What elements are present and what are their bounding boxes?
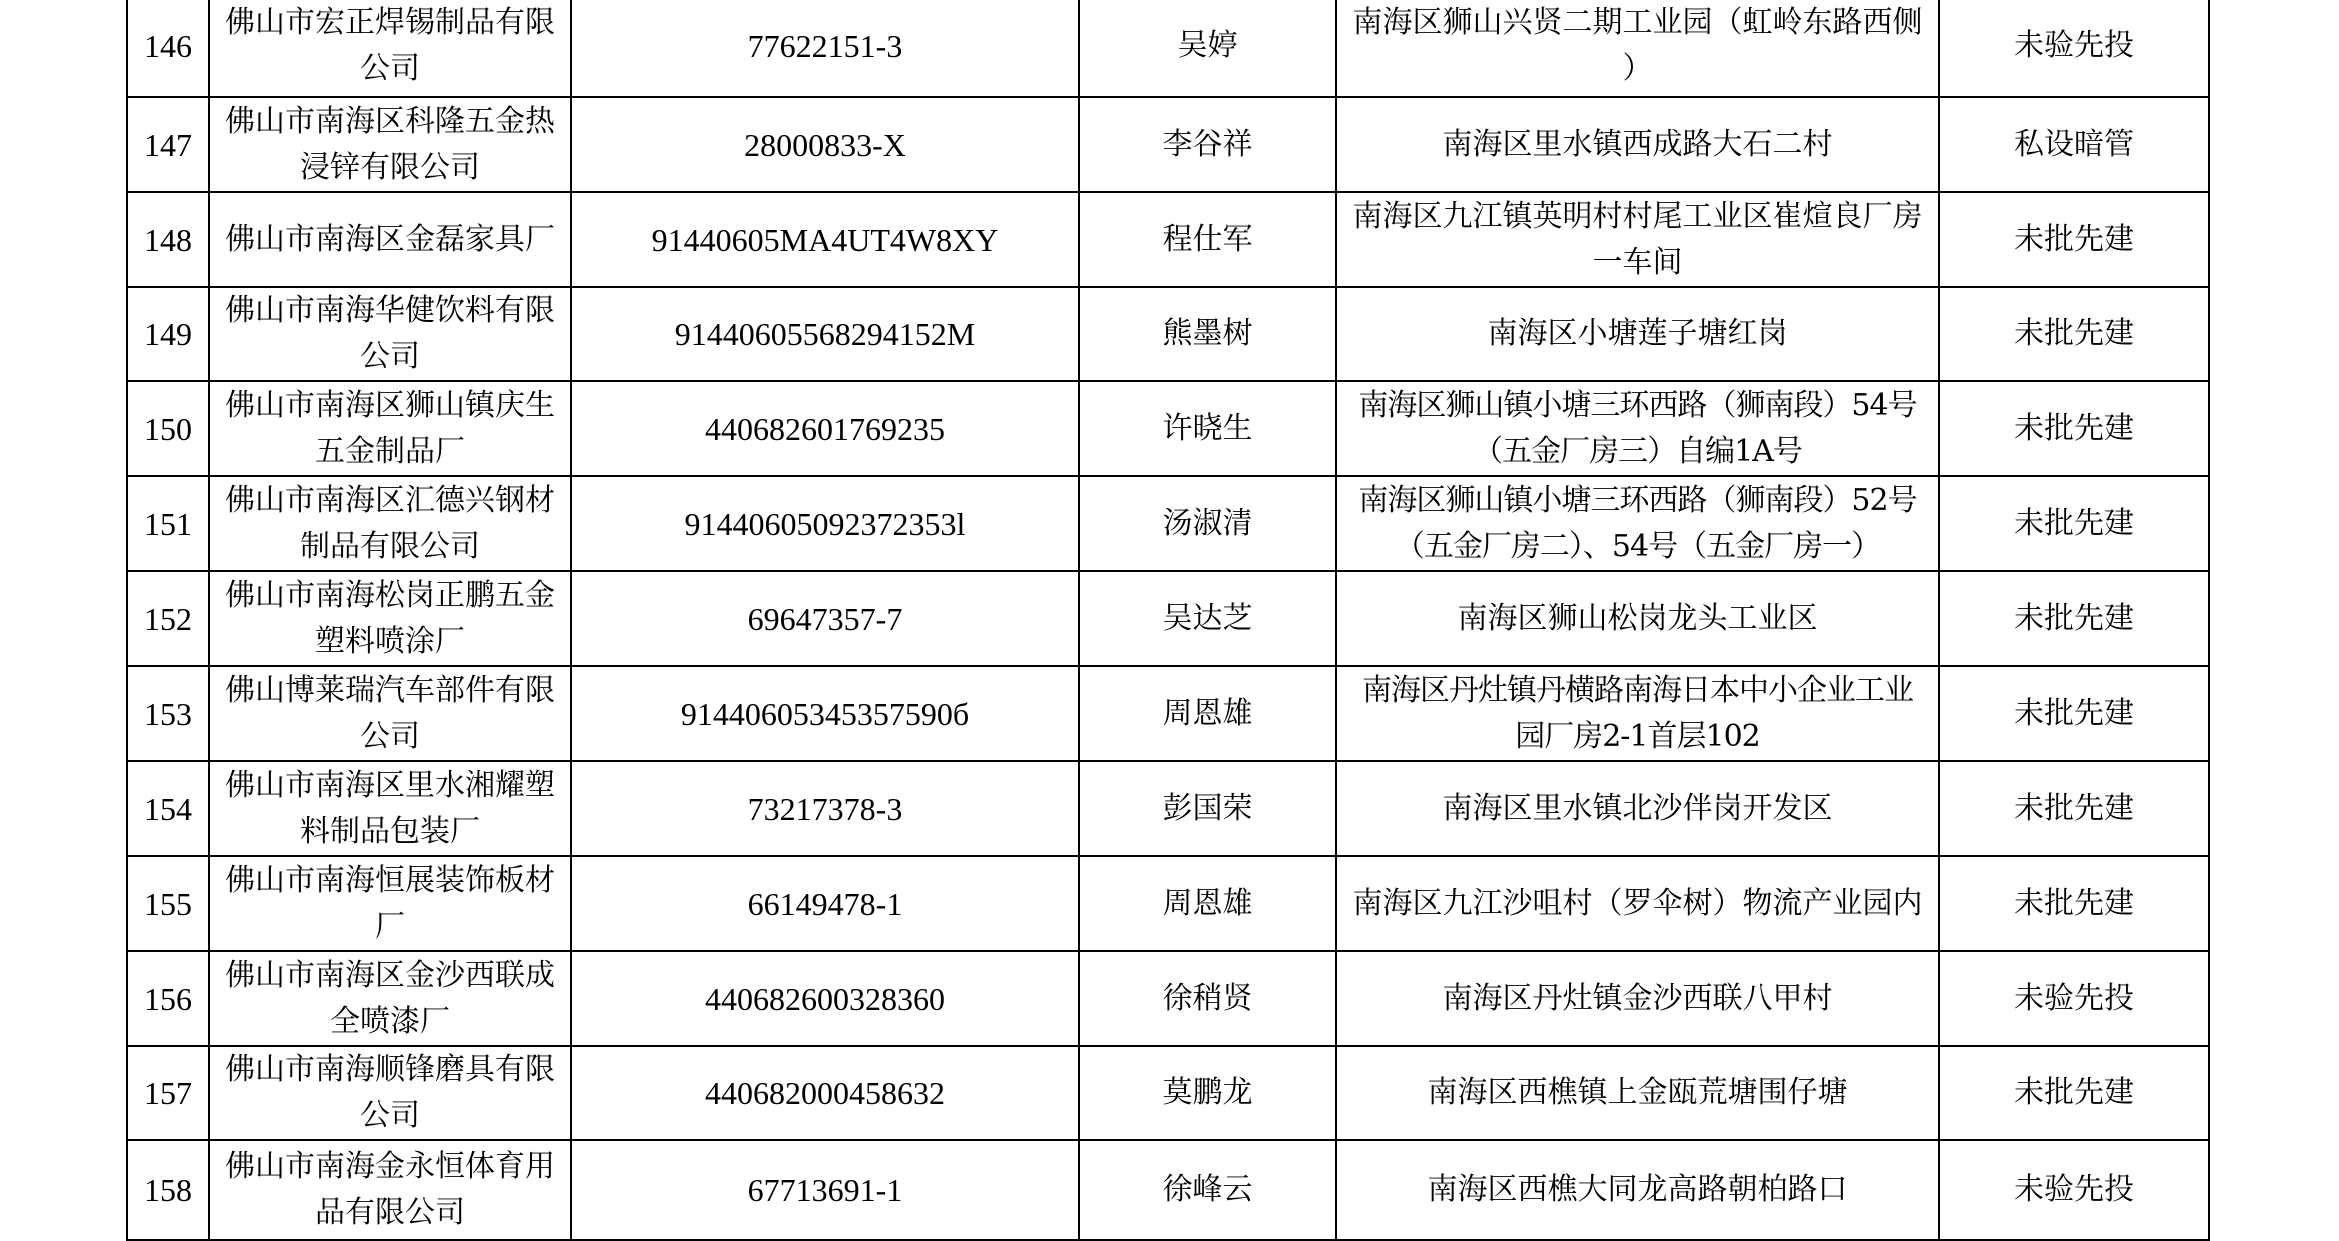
- company-name: 佛山博莱瑞汽车部件有限公司: [209, 666, 571, 761]
- company-name: 佛山市南海区金沙西联成全喷漆厂: [209, 951, 571, 1046]
- credit-code: 91440605092372353l: [571, 476, 1079, 571]
- company-name: 佛山市南海华健饮料有限公司: [209, 287, 571, 381]
- violation-type: 未批先建: [1939, 761, 2209, 856]
- credit-code: 440682600328360: [571, 951, 1079, 1046]
- credit-code: 73217378-3: [571, 761, 1079, 856]
- violation-type: 未批先建: [1939, 192, 2209, 287]
- company-name: 佛山市南海顺锋磨具有限公司: [209, 1046, 571, 1140]
- legal-person: 熊墨树: [1079, 287, 1336, 381]
- row-number: 146: [127, 0, 209, 97]
- table-row: [127, 856, 2209, 951]
- address: 南海区丹灶镇丹横路南海日本中小企业工业园厂房2-1首层102: [1336, 666, 1939, 761]
- legal-person: 周恩雄: [1079, 666, 1336, 761]
- table-row: [127, 192, 2209, 287]
- credit-code: 67713691-1: [571, 1140, 1079, 1240]
- legal-person: 汤淑清: [1079, 476, 1336, 571]
- violation-type: 未批先建: [1939, 1046, 2209, 1140]
- credit-code: 66149478-1: [571, 856, 1079, 951]
- row-number: 155: [127, 856, 209, 951]
- row-number: 156: [127, 951, 209, 1046]
- company-name: 佛山市南海区汇德兴钢材制品有限公司: [209, 476, 571, 571]
- legal-person: 吴达芝: [1079, 571, 1336, 666]
- company-name: 佛山市南海松岗正鹏五金塑料喷涂厂: [209, 571, 571, 666]
- row-number: 154: [127, 761, 209, 856]
- company-name: 佛山市南海恒展装饰板材厂: [209, 856, 571, 951]
- legal-person: 周恩雄: [1079, 856, 1336, 951]
- violation-type: 未批先建: [1939, 476, 2209, 571]
- credit-code: 69647357-7: [571, 571, 1079, 666]
- address: 南海区九江镇英明村村尾工业区崔煊良厂房一车间: [1336, 192, 1939, 287]
- address: 南海区丹灶镇金沙西联八甲村: [1336, 951, 1939, 1046]
- table-row: [127, 1046, 2209, 1140]
- row-number: 152: [127, 571, 209, 666]
- address: 南海区里水镇西成路大石二村: [1336, 97, 1939, 192]
- company-name: 佛山市南海区金磊家具厂: [209, 192, 571, 287]
- row-number: 157: [127, 1046, 209, 1140]
- address: 南海区狮山兴贤二期工业园（虹岭东路西侧）: [1336, 0, 1939, 97]
- table-row: [127, 761, 2209, 856]
- enterprise-table: [126, 0, 2210, 1241]
- table-row: [127, 287, 2209, 381]
- violation-type: 未验先投: [1939, 0, 2209, 97]
- credit-code: 28000833-X: [571, 97, 1079, 192]
- table-row: [127, 97, 2209, 192]
- legal-person: 许晓生: [1079, 381, 1336, 476]
- address: 南海区里水镇北沙伴岗开发区: [1336, 761, 1939, 856]
- credit-code: 91440605568294152M: [571, 287, 1079, 381]
- legal-person: 吴婷: [1079, 0, 1336, 97]
- violation-type: 未批先建: [1939, 666, 2209, 761]
- table-row: [127, 476, 2209, 571]
- violation-type: 未批先建: [1939, 571, 2209, 666]
- row-number: 153: [127, 666, 209, 761]
- table-row: [127, 571, 2209, 666]
- row-number: 158: [127, 1140, 209, 1240]
- table-row: [127, 951, 2209, 1046]
- violation-type: 未批先建: [1939, 856, 2209, 951]
- table-row: [127, 0, 2209, 97]
- row-number: 147: [127, 97, 209, 192]
- violation-type: 未验先投: [1939, 951, 2209, 1046]
- credit-code: 440682601769235: [571, 381, 1079, 476]
- credit-code: 91440605MA4UT4W8XY: [571, 192, 1079, 287]
- company-name: 佛山市南海金永恒体育用品有限公司: [209, 1140, 571, 1240]
- company-name: 佛山市南海区狮山镇庆生五金制品厂: [209, 381, 571, 476]
- legal-person: 莫鹏龙: [1079, 1046, 1336, 1140]
- address: 南海区西樵镇上金瓯荒塘围仔塘: [1336, 1046, 1939, 1140]
- violation-type: 未验先投: [1939, 1140, 2209, 1240]
- table-row: [127, 1140, 2209, 1240]
- address: 南海区狮山镇小塘三环西路（狮南段）54号（五金厂房三）自编1A号: [1336, 381, 1939, 476]
- legal-person: 李谷祥: [1079, 97, 1336, 192]
- company-name: 佛山市南海区里水湘耀塑料制品包装厂: [209, 761, 571, 856]
- address: 南海区狮山松岗龙头工业区: [1336, 571, 1939, 666]
- company-name: 佛山市南海区科隆五金热浸锌有限公司: [209, 97, 571, 192]
- credit-code: 77622151-3: [571, 0, 1079, 97]
- row-number: 148: [127, 192, 209, 287]
- company-name: 佛山市宏正焊锡制品有限公司: [209, 0, 571, 97]
- table-row: [127, 666, 2209, 761]
- credit-code: 91440605345357590б: [571, 666, 1079, 761]
- legal-person: 徐稍贤: [1079, 951, 1336, 1046]
- violation-type: 私设暗管: [1939, 97, 2209, 192]
- address: 南海区西樵大同龙高路朝柏路口: [1336, 1140, 1939, 1240]
- table-row: [127, 381, 2209, 476]
- row-number: 150: [127, 381, 209, 476]
- row-number: 149: [127, 287, 209, 381]
- legal-person: 徐峰云: [1079, 1140, 1336, 1240]
- address: 南海区九江沙咀村（罗伞树）物流产业园内: [1336, 856, 1939, 951]
- enterprise-table-body: [127, 0, 2209, 1240]
- row-number: 151: [127, 476, 209, 571]
- violation-type: 未批先建: [1939, 287, 2209, 381]
- legal-person: 彭国荣: [1079, 761, 1336, 856]
- credit-code: 440682000458632: [571, 1046, 1079, 1140]
- legal-person: 程仕军: [1079, 192, 1336, 287]
- address: 南海区小塘莲子塘红岗: [1336, 287, 1939, 381]
- address: 南海区狮山镇小塘三环西路（狮南段）52号（五金厂房二）、54号（五金厂房一）: [1336, 476, 1939, 571]
- violation-type: 未批先建: [1939, 381, 2209, 476]
